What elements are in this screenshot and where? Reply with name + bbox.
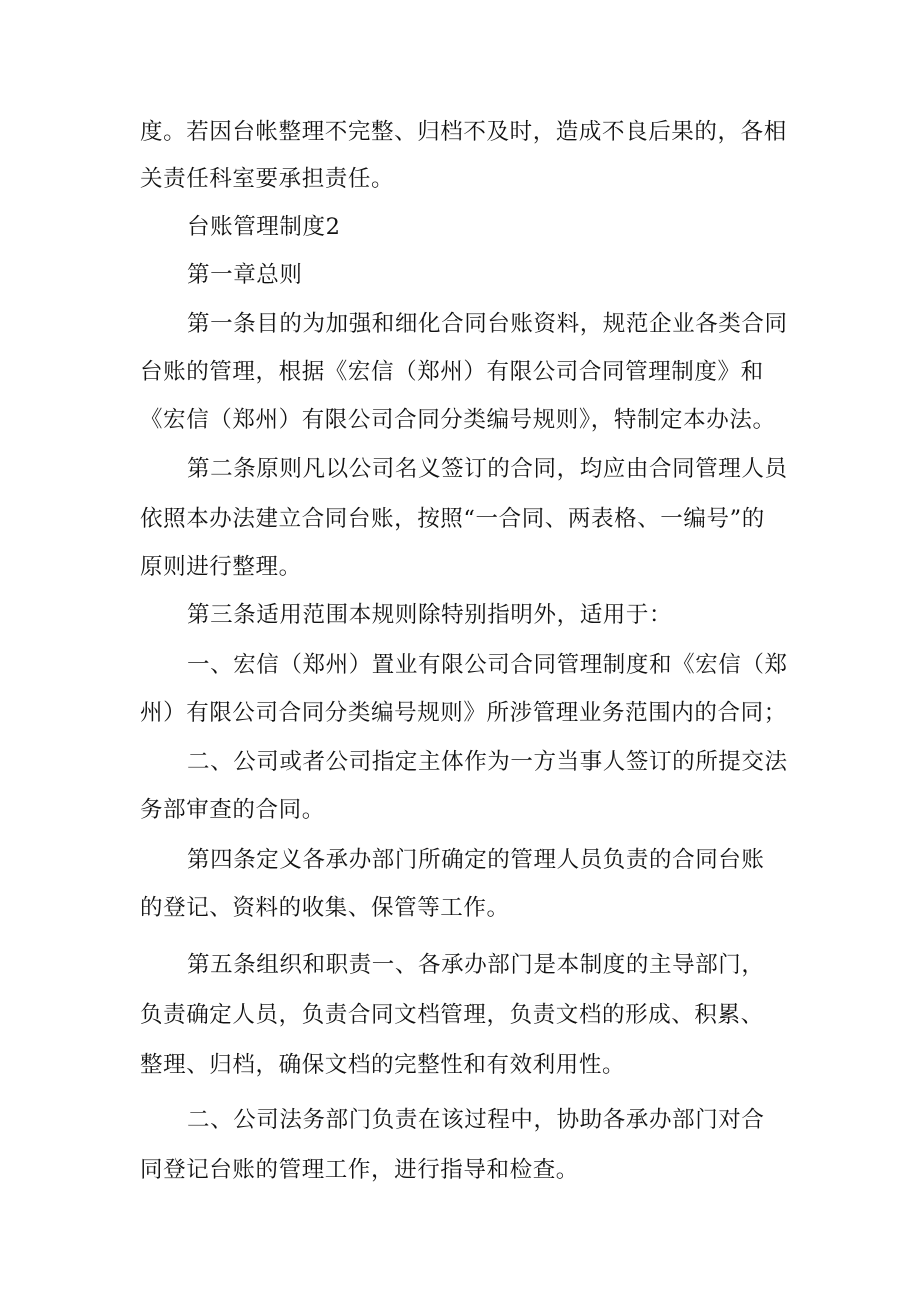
article-line: 第二条原则凡以公司名义签订的合同，均应由合同管理人员 [187,456,788,482]
text-line: 原则进行整理。 [140,554,302,580]
article-line: 第四条定义各承办部门所确定的管理人员负责的合同台账 [187,847,765,873]
text-line: 同登记台账的管理工作，进行指导和检查。 [140,1157,579,1183]
list-item-line: 一、宏信（郑州）置业有限公司合同管理制度和《宏信（郑 [187,652,788,678]
article-line: 第五条组织和职责一、各承办部门是本制度的主导部门， [187,952,765,978]
text-line: 度。若因台帐整理不完整、归档不及时，造成不良后果的，各相 [140,119,787,145]
section-heading: 台账管理制度2 [187,214,341,240]
text-line: 州）有限公司合同分类编号规则》所涉管理业务范围内的合同； [140,700,787,726]
text-line: 依照本办法建立合同台账，按照“一合同、两表格、一编号”的 [140,506,765,532]
text-line: 整理、归档，确保文档的完整性和有效利用性。 [140,1052,626,1078]
list-item-line: 二、公司法务部门负责在该过程中，协助各承办部门对合 [187,1107,765,1133]
text-line: 务部审查的合同。 [140,797,325,823]
article-line: 第一条目的为加强和细化合同台账资料，规范企业各类合同 [187,311,788,337]
text-line: 关责任科室要承担责任。 [140,166,395,192]
text-line: 台账的管理，根据《宏信（郑州）有限公司合同管理制度》和 [140,359,764,385]
text-line: 负责确定人员，负责合同文档管理，负责文档的形成、积累、 [140,1002,764,1028]
text-line: 的登记、资料的收集、保管等工作。 [140,895,510,921]
list-item-line: 二、公司或者公司指定主体作为一方当事人签订的所提交法 [187,749,788,775]
article-line: 第三条适用范围本规则除特别指明外，适用于： [187,602,673,628]
chapter-heading: 第一章总则 [187,262,303,288]
text-line: 《宏信（郑州）有限公司合同分类编号规则》，特制定本办法。 [140,407,776,433]
